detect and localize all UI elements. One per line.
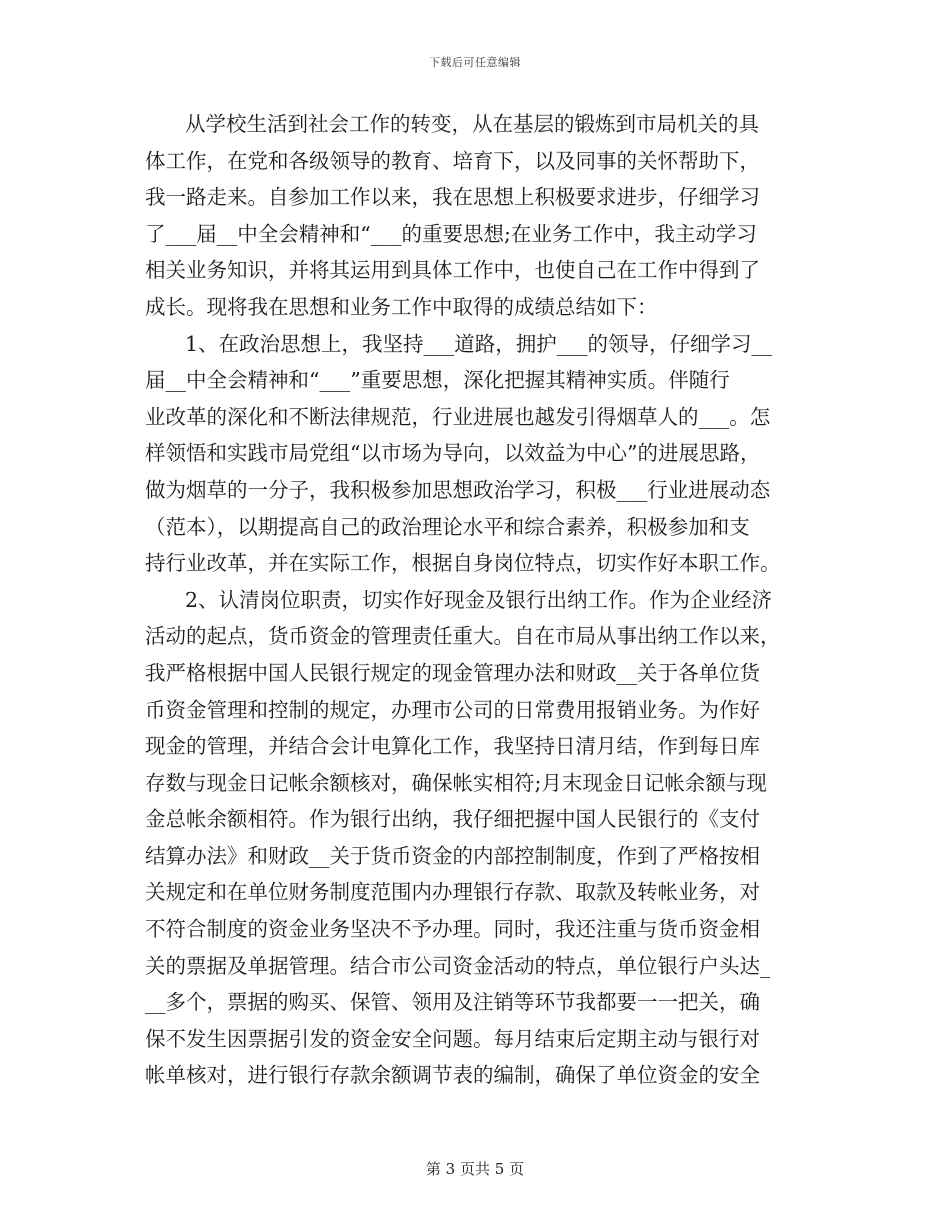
paragraph-line: 从学校生活到社会工作的转变，从在基层的锻炼到市局机关的具: [185, 112, 759, 136]
paragraph-line: 持行业改革，并在实际工作，根据自身岗位特点，切实作好本职工作。: [145, 551, 781, 576]
paragraph-line: 样领悟和实践市局党组“以市场为导向，以效益为中心”的进展思路，: [145, 441, 761, 466]
paragraph-line: 结算办法》和财政__关于货币资金的内部控制制度，作到了严格按相: [145, 843, 760, 868]
page-header: 下载后可任意编辑: [429, 56, 521, 69]
paragraph-line: 我严格根据中国人民银行规定的现金管理办法和财政__关于各单位货: [145, 660, 760, 685]
paragraph-line: 成长。现将我在思想和业务工作中取得的成绩总结如下：: [145, 294, 658, 319]
paragraph-line: 了___届__中全会精神和“___的重要思想;在业务工作中，我主动学习: [145, 221, 757, 246]
paragraph-line: 关的票据及单据管理。结合市公司资金活动的特点，单位银行户头达_: [145, 953, 771, 978]
paragraph-line: 关规定和在单位财务制度范围内办理银行存款、取款及转帐业务，对: [145, 880, 760, 905]
paragraph-line: （范本），以期提高自己的政治理论水平和综合素养，积极参加和支: [145, 514, 750, 539]
paragraph-line: 活动的起点，货币资金的管理责任重大。自在市局从事出纳工作以来，: [145, 624, 781, 649]
paragraph-line: 体工作，在党和各级领导的教育、培育下，以及同事的关怀帮助下，: [145, 148, 760, 173]
paragraph-line: 我一路走来。自参加工作以来，我在思想上积极要求进步，仔细学习: [145, 185, 760, 210]
page-footer: 第 3 页共 5 页: [425, 1160, 525, 1178]
paragraph-line: 金总帐余额相符。作为银行出纳，我仔细把握中国人民银行的《支付: [145, 807, 760, 832]
body-text: [145, 106, 805, 1094]
paragraph-line: 相关业务知识，并将其运用到具体工作中，也使自己在工作中得到了: [145, 258, 760, 283]
paragraph-line: 币资金管理和控制的规定，办理市公司的日常费用报销业务。为作好: [145, 697, 760, 722]
paragraph-line: 届__中全会精神和“___”重要思想，深化把握其精神实质。伴随行: [145, 368, 730, 393]
paragraph-line: 帐单核对，进行银行存款余额调节表的编制，确保了单位资金的安全: [145, 1063, 760, 1088]
paragraph-line: 现金的管理，并结合会计电算化工作，我坚持日清月结，作到每日库: [145, 734, 760, 759]
paragraph-line: 业改革的深化和不断法律规范，行业进展也越发引得烟草人的___。怎: [145, 404, 771, 429]
paragraph-line: __多个，票据的购买、保管、领用及注销等环节我都要一一把关，确: [145, 990, 760, 1015]
paragraph-line: 保不发生因票据引发的资金安全问题。每月结束后定期主动与银行对: [145, 1026, 760, 1051]
paragraph-line: 存数与现金日记帐余额核对，确保帐实相符;月末现金日记帐余额与现: [145, 770, 767, 795]
paragraph-line: 做为烟草的一分子，我积极参加思想政治学习，积极___行业进展动态: [145, 477, 771, 502]
paragraph-line: 2、认清岗位职责，切实作好现金及银行出纳工作。作为企业经济: [185, 587, 773, 612]
paragraph-line: 不符合制度的资金业务坚决不予办理。同时，我还注重与货币资金相: [145, 917, 760, 942]
paragraph-line: 1、在政治思想上，我坚持___道路，拥护___的领导，仔细学习__: [185, 331, 773, 356]
